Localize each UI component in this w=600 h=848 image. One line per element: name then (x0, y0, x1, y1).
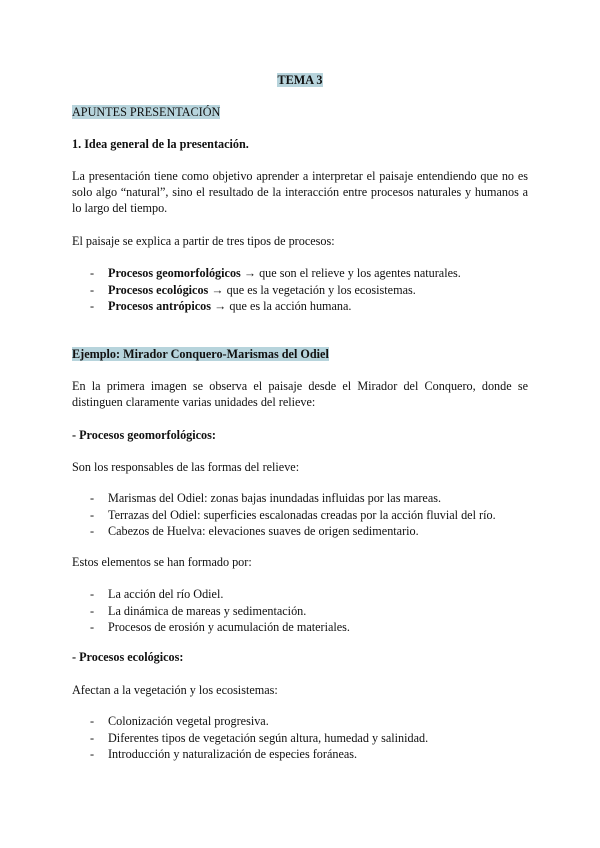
eco-heading: - Procesos ecológicos: (72, 650, 184, 664)
paragraph-line: La presentación tiene como objetivo aprender a interpretar el paisaje entendiendo que no es (72, 169, 528, 183)
process-desc: → que es la acción humana. (211, 299, 352, 313)
list-dash: - (90, 491, 95, 505)
list-dash: - (90, 603, 95, 618)
geo-heading: - Procesos geomorfológicos: (72, 428, 216, 442)
geo-formed-list (72, 586, 528, 636)
list-item-text: Introducción y naturalización de especies foráneas. (108, 747, 358, 761)
subtitle (72, 104, 528, 120)
example-heading-text: Ejemplo: Mirador Conquero-Marismas del Odiel (72, 347, 329, 361)
list-dash: - (90, 266, 95, 280)
process-name: Procesos geomorfológicos (108, 266, 241, 280)
list-item-text: Marismas del Odiel: zonas bajas inundadas influidas por las mareas. (108, 491, 442, 505)
list-item-text: Cabezos de Huelva: elevaciones suaves de origen sedimentario. (108, 524, 419, 538)
list-dash: - (90, 299, 95, 313)
paragraph-line: En la primera imagen se observa el paisaje desde el Mirador del Conquero, donde se (72, 379, 528, 393)
list-item (72, 523, 528, 540)
eco-intro: Afectan a la vegetación y los ecosistemas: (72, 683, 278, 697)
list-dash: - (90, 507, 95, 522)
geo-list (72, 490, 528, 540)
list-item (72, 282, 528, 299)
list-dash: - (90, 714, 95, 728)
list-item (72, 746, 528, 763)
list-dash: - (90, 747, 95, 761)
paragraph-line: lo largo del tiempo. (72, 201, 168, 215)
process-desc: → que son el relieve y los agentes naturales. (240, 266, 461, 280)
subtitle-text: APUNTES PRESENTACIÓN (72, 105, 221, 119)
example-paragraph (72, 378, 528, 410)
list-item (72, 730, 528, 747)
geo-intro: Son los responsables de las formas del relieve: (72, 460, 300, 474)
section1-intro: El paisaje se explica a partir de tres tipos de procesos: (72, 234, 335, 248)
process-name: Procesos antrópicos (108, 299, 212, 313)
geo-formed-by: Estos elementos se han formado por: (72, 555, 252, 569)
list-item (72, 507, 528, 524)
list-item-text: Colonización vegetal progresiva. (108, 714, 269, 728)
list-item (72, 298, 528, 315)
list-item-text: Procesos de erosión y acumulación de materiales. (108, 620, 350, 634)
eco-list (72, 713, 528, 763)
section1-heading: 1. Idea general de la presentación. (72, 137, 249, 151)
list-dash: - (90, 587, 95, 601)
list-item (72, 586, 528, 603)
list-item (72, 619, 528, 636)
paragraph-line: solo algo “natural”, sino el resultado de la interacción entre procesos naturales y humanos a (72, 185, 528, 199)
list-item-text: Diferentes tipos de vegetación según altura, humedad y salinidad. (108, 730, 429, 745)
list-item (72, 265, 528, 282)
section1-paragraph (72, 168, 528, 216)
process-name: Procesos ecológicos (108, 282, 209, 297)
page-title (0, 72, 600, 88)
process-desc: → que es la vegetación y los ecosistemas. (208, 282, 416, 297)
list-dash: - (90, 730, 95, 745)
list-dash: - (90, 524, 95, 538)
list-item-text: La acción del río Odiel. (108, 587, 224, 601)
list-item (72, 713, 528, 730)
paragraph-line: distinguen claramente varias unidades del relieve: (72, 395, 316, 409)
list-dash: - (90, 282, 95, 297)
list-dash: - (90, 620, 95, 634)
process-list (72, 265, 528, 315)
title-text: TEMA 3 (277, 73, 323, 87)
list-item (72, 603, 528, 620)
example-heading (72, 346, 528, 362)
list-item-text: Terrazas del Odiel: superficies escalonadas creadas por la acción fluvial del río. (108, 507, 496, 522)
list-item (72, 490, 528, 507)
list-item-text: La dinámica de mareas y sedimentación. (108, 603, 307, 618)
